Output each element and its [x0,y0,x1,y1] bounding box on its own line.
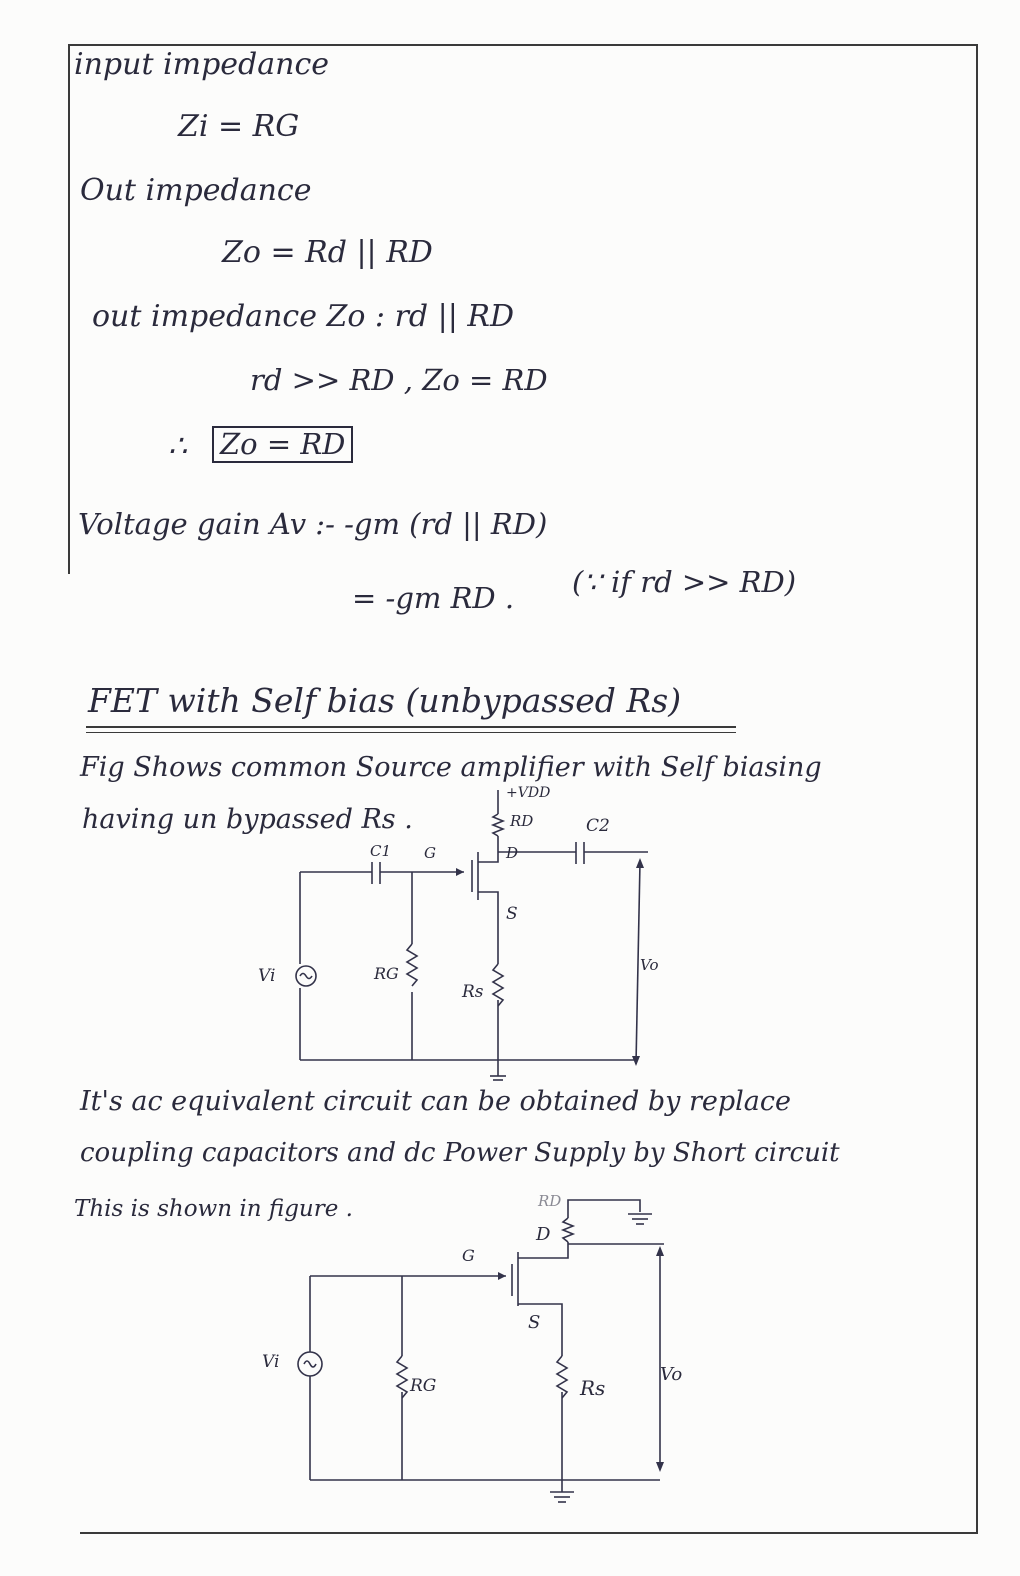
ac-equivalent-line-2: coupling capacitors and dc Power Supply by Short circuit [80,1138,840,1168]
vdd-label: +VDD [506,785,551,801]
output-impedance-heading: Out impedance [80,173,312,208]
vi-label: Vi [258,966,276,986]
source-label-2: S [528,1312,541,1333]
rg-label-2: RG [410,1376,437,1396]
c2-label: C2 [586,816,610,836]
source-label: S [506,904,518,924]
voltage-gain-condition: (∵ if rd >> RD) [572,565,797,599]
rd-label: RD [510,812,534,830]
rd-label-2: RD [538,1192,562,1210]
therefore-symbol: ∴ [168,429,188,464]
vi-label-2: Vi [262,1352,280,1372]
output-impedance-line: out impedance Zo : rd || RD [92,299,515,334]
ac-equivalent-line-1: It's ac equivalent circuit can be obtained by replace [80,1086,792,1117]
figure-description-line-2: having un bypassed Rs . [82,804,413,835]
zi-equation: Zi = RG [178,109,300,144]
zo-result-boxed: Zo = RD [212,426,353,463]
gate-label: G [424,844,436,862]
fet-self-bias-title: FET with Self bias (unbypassed Rs) [88,681,682,720]
drain-label: D [506,844,519,862]
voltage-gain-line: Voltage gain Av :- -gm (rd || RD) [78,507,548,541]
vo-label-2: Vo [660,1364,683,1385]
voltage-gain-approx: = -gm RD . [352,581,515,615]
rs-label: Rs [462,982,484,1002]
rs-label-2: Rs [580,1376,606,1400]
zo-equation: Zo = Rd || RD [222,235,433,270]
input-impedance-heading: input impedance [74,47,329,82]
vo-label: Vo [640,956,659,974]
rg-label: RG [374,964,399,983]
ac-equivalent-line-3: This is shown in figure . [74,1196,353,1222]
rd-condition: rd >> RD , Zo = RD [250,363,548,397]
drain-label-2: D [536,1224,551,1245]
figure-description-line-1: Fig Shows common Source amplifier with Self biasing [80,752,822,783]
gate-label-2: G [462,1246,475,1265]
c1-label: C1 [370,842,392,860]
